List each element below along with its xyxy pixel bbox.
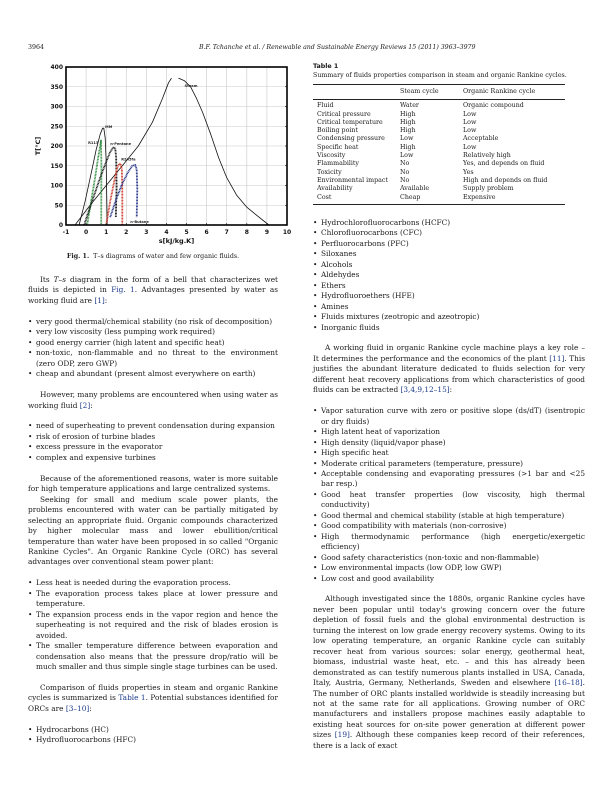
table-cell: Viscosity — [317, 152, 346, 160]
list-item: • Good thermal and chemical stability (stable at high temperature) — [313, 511, 585, 521]
paragraph-orc-intro: Seeking for small and medium scale power plants, the problems encountered with water can be partially mitigated by selecting an appropriate fluid. Organic compounds characterized by higher molecular mass and lower ebullition/critical temperature than water have been proposed in so called "Organic Rankine Cycles". An Organic Rankine Cycle (ORC) has several advantages over conventional steam power plant: — [28, 494, 278, 567]
list-item: • risk of erosion of turbine blades — [28, 432, 278, 442]
table-cell: Acceptable — [463, 135, 499, 143]
reference-link[interactable]: [1] — [94, 295, 105, 305]
table-cell: High — [400, 118, 416, 126]
list-item: • Perfluorocarbons (PFC) — [313, 239, 585, 249]
curve-label: Steam — [184, 83, 198, 88]
y-tick-label: 400 — [50, 64, 63, 71]
table-header — [313, 85, 400, 100]
y-tick-label: 350 — [50, 83, 63, 91]
table-row — [313, 111, 565, 119]
journal-citation: B.F. Tchanche et al. / Renewable and Sustainable Energy Reviews 15 (2011) 3963–3979 — [199, 44, 476, 51]
series-layer — [75, 78, 269, 225]
table-row — [313, 160, 565, 168]
y-tick-label: 200 — [50, 143, 63, 150]
list-item: • Hydrochlorofluorocarbons (HCFC) — [313, 218, 585, 228]
figure-caption — [28, 253, 278, 260]
list-item: • High density (liquid/vapor phase) — [313, 438, 585, 448]
text-run: : — [89, 703, 92, 713]
curve-label: R113 — [88, 141, 99, 146]
table-cell: Cost — [313, 194, 400, 205]
list-item: • Inorganic fluids — [313, 323, 585, 333]
reference-link[interactable]: [19] — [334, 730, 350, 740]
list-item: • Hydrocarbons (HC) — [28, 725, 278, 735]
table-cell: Critical pressure — [317, 110, 371, 118]
paragraph-water-suitability: Because of the aforementioned reasons, water is more suitable for high temperature applications and large centralized systems. — [28, 473, 278, 494]
reference-link[interactable]: [16–18] — [554, 678, 583, 688]
substances-list — [28, 725, 278, 746]
list-item: • Low environmental impacts (low ODP, low GWP) — [313, 563, 585, 573]
table-row — [313, 100, 565, 111]
table-cell: Low — [463, 118, 477, 126]
table-cell: High — [400, 143, 416, 151]
curve-label: MM — [105, 124, 113, 129]
table-header: Organic Rankine cycle — [463, 85, 565, 100]
list-item: • Low cost and good availability — [313, 574, 585, 584]
list-item: • need of superheating to prevent condensation during expansion — [28, 421, 278, 431]
table-row — [313, 135, 565, 143]
text-run: : — [90, 400, 93, 410]
y-tick-label: 250 — [50, 123, 63, 131]
list-item: • Good compatibility with materials (non-corrosive) — [313, 521, 585, 531]
list-item: • High specific heat — [313, 448, 585, 458]
x-tick-label: 9 — [264, 229, 270, 236]
list-item: • High thermodynamic performance (high energetic/exergetic efficiency) — [313, 532, 585, 553]
table-cell: Fluid — [317, 102, 334, 110]
table-cell: Specific heat — [317, 143, 359, 151]
table-title: Table 1 — [313, 63, 339, 70]
list-item: • Hydrofluoroethers (HFE) — [313, 291, 585, 301]
table-cell: No — [400, 176, 410, 184]
table-cell: Supply problem — [463, 185, 514, 193]
list-item: • The evaporation process takes place at lower pressure and temperature. — [28, 589, 278, 610]
x-tick-label: 8 — [244, 229, 249, 236]
table-cell: Low — [400, 152, 414, 160]
y-tick-label: 300 — [50, 103, 63, 111]
right-column — [313, 218, 585, 751]
table-cell: Yes, and depends on fluid — [463, 160, 545, 168]
list-item: • High latent heat of vaporization — [313, 427, 585, 437]
series-n-pentane — [84, 148, 117, 225]
table-cell: Relatively high — [463, 152, 511, 160]
table-cell: Yes — [463, 168, 474, 176]
reference-link[interactable]: [3,4,9,12–15] — [400, 385, 450, 395]
table-row — [313, 194, 565, 205]
table-cell: Water — [400, 102, 419, 110]
list-item: • Good heat transfer properties (low viscosity, high thermal conductivity) — [313, 490, 585, 511]
orc-advantages-list — [28, 578, 278, 672]
text-run: . Although these companies keep record of their references, there is a lack of exact — [313, 730, 585, 750]
text-run: Its — [40, 275, 54, 284]
water-advantages-list — [28, 317, 278, 380]
table-cell: No — [400, 168, 410, 176]
paragraph-working-fluid — [313, 343, 585, 395]
text-run: Although investigated since the 1880s, organic Rankine cycles have never been popular until today's growing concern over the future depletion of fossil fuels and the global environmental destruction is turning the interest on low grade energy recovery systems. Owing to its low operating temperature, an organic Rankine cycle can suitably recover heat from various sources: solar energy, geothermal heat, biomass, industrial waste heat, etc. – and this has already been demonstrated as can testify numerous plants installed in USA, Canada, Italy, Austria, Germany, Netherlands, Sweden and elsewhere — [313, 594, 585, 688]
list-item: • Chlorofluorocarbons (CFC) — [313, 228, 585, 238]
text-run: . Potential substances identified for ORCs are — [28, 693, 278, 713]
reference-link[interactable]: [3–10] — [65, 703, 90, 713]
table-row — [313, 119, 565, 127]
paragraph-water-problems — [28, 390, 278, 411]
text-run: diagram in the form of a bell that characterizes wet fluids is depicted in — [28, 275, 278, 295]
y-axis-label: T[°C] — [34, 136, 42, 156]
ts-diagram-chart — [24, 60, 294, 250]
x-tick-label: 0 — [83, 229, 89, 236]
y-tick-label: 50 — [54, 202, 63, 210]
page-number: 3964 — [28, 44, 45, 51]
reference-link[interactable]: [11] — [549, 353, 565, 363]
grid-lines — [66, 67, 287, 225]
table-cell: Condensing pressure — [317, 135, 385, 143]
series-steam — [75, 78, 269, 225]
list-item: • complex and expensive turbines — [28, 453, 278, 463]
list-item: • Ethers — [313, 281, 585, 291]
table-header: Steam cycle — [400, 85, 463, 100]
table-cell: Low — [463, 143, 477, 151]
figure-caption-text: T–s diagrams of water and few organic fluids. — [93, 253, 240, 260]
series-n-butane — [110, 165, 137, 217]
table-row — [313, 185, 565, 193]
text-run: . This justifies the abundant literature dedicated to fluids selection for very different heat recovery applications from which characteristics of good fluids can be extracted — [313, 353, 585, 395]
table-link[interactable]: Table 1 — [118, 693, 146, 703]
list-item: • Acceptable condensing and evaporating pressures (>1 bar and <25 bar resp.) — [313, 469, 585, 490]
list-item: • Siloxanes — [313, 249, 585, 259]
substances-list-continued — [313, 218, 585, 333]
text-run: : — [104, 295, 108, 305]
table-cell: Expensive — [463, 194, 565, 205]
text-run: Comparison of fluids properties in steam and organic Rankine cycles is summarized is — [28, 682, 278, 703]
figure-caption-label: Fig. 1. — [66, 253, 90, 260]
series-r245fa — [106, 164, 122, 225]
x-tick-label: 3 — [144, 229, 149, 236]
x-tick-label: 2 — [124, 229, 129, 236]
paragraph-orc-history — [313, 594, 585, 751]
list-item: • Moderate critical parameters (temperature, pressure) — [313, 459, 585, 469]
table-row — [313, 144, 565, 152]
x-tick-label: 10 — [282, 229, 292, 236]
table-cell: Boiling point — [317, 127, 358, 135]
table-row — [313, 127, 565, 135]
list-item: • Fluids mixtures (zeotropic and azeotropic) — [313, 312, 585, 322]
table-cell: Availability — [317, 185, 353, 193]
table-cell: Flammability — [317, 160, 359, 168]
list-item: • Amines — [313, 302, 585, 312]
list-item: • good energy carrier (high latent and specific heat) — [28, 338, 278, 348]
reference-link[interactable]: [2] — [79, 400, 91, 410]
list-item: • Good safety characteristics (non-toxic and non-flammable) — [313, 553, 585, 563]
left-column — [28, 275, 278, 746]
table-cell: Organic compound — [463, 102, 524, 110]
table-cell: Environmental impact — [317, 176, 388, 184]
list-item: • The expansion process ends in the vapor region and hence the superheating is not required and the risk of blades erosion is avoided. — [28, 610, 278, 641]
y-tick-label: 0 — [58, 222, 63, 229]
curve-label: R245fa — [121, 157, 136, 162]
text-run: . Advantages presented by water as working fluid are — [28, 285, 278, 305]
curve-label: n-Pentane — [110, 141, 132, 146]
x-tick-label: 4 — [164, 229, 169, 236]
paragraph-comparison — [28, 683, 278, 714]
text-run: . The number of ORC plants installed worldwide is steadily increasing but not at the same rate for all applications. Growing number of ORC manufacturers and installers propose machines easily adaptable to existing heat sources for on-site power generation at different power sizes — [313, 678, 585, 740]
table-cell: No — [400, 160, 410, 168]
table-cell: Available — [400, 185, 430, 193]
table-cell: Toxicity — [317, 168, 342, 176]
table-cell: Critical temperature — [317, 118, 383, 126]
table-row — [313, 169, 565, 177]
y-tick-label: 150 — [50, 162, 63, 170]
table-cell: High — [400, 127, 416, 135]
text-run: : — [449, 385, 453, 395]
x-tick-label: 6 — [204, 229, 209, 236]
table-caption: Summary of fluids properties comparison in steam and organic Rankine cycles. — [313, 72, 567, 79]
curve-annotations — [88, 84, 198, 224]
x-tick-label: 7 — [224, 229, 229, 236]
list-item: • Hydrofluorocarbons (HFC) — [28, 735, 278, 745]
list-item: • cheap and abundant (present almost everywhere on earth) — [28, 369, 278, 379]
table-cell: Low — [463, 127, 477, 135]
table-cell: Cheap — [400, 194, 463, 205]
list-item: • non-toxic, non-flammable and no threat to the environment (zero ODP, zero GWP) — [28, 348, 278, 369]
properties-table — [313, 84, 565, 205]
list-item: • Vapor saturation curve with zero or positive slope (ds/dT) (isentropic or dry fluids) — [313, 406, 585, 427]
text-run: A working fluid in organic Rankine cycle machine plays a key role – It determines the performance and the economics of the plant — [313, 343, 585, 363]
table-cell: High — [400, 110, 416, 118]
x-tick-label: 1 — [104, 229, 109, 236]
list-item: • very low viscosity (less pumping work required) — [28, 327, 278, 337]
figure-link[interactable]: Fig. 1 — [111, 285, 135, 295]
list-item: • very good thermal/chemical stability (no risk of decomposition) — [28, 317, 278, 327]
table-cell: High and depends on fluid — [463, 176, 548, 184]
water-problems-list — [28, 421, 278, 463]
x-tick-label: -1 — [62, 229, 70, 236]
curve-label: n-Butane — [130, 220, 149, 225]
y-tick-label: 100 — [50, 182, 63, 190]
x-axis-label: s[kJ/kg.K] — [158, 237, 195, 245]
text-run-italic: T–s — [53, 275, 66, 284]
table-cell: Low — [400, 135, 414, 143]
list-item: • Less heat is needed during the evaporation process. — [28, 578, 278, 588]
table-row — [313, 177, 565, 185]
table-header-row — [313, 85, 565, 100]
table-row — [313, 152, 565, 160]
paragraph-water-intro — [28, 275, 278, 306]
good-fluid-characteristics-list — [313, 406, 585, 584]
list-item: • excess pressure in the evaporator — [28, 442, 278, 452]
x-tick-label: 5 — [184, 229, 189, 236]
list-item: • Aldehydes — [313, 270, 585, 280]
list-item: • The smaller temperature difference between evaporation and condensation also means that the pressure drop/ratio will be much smaller and thus simple single stage turbines can be used. — [28, 641, 278, 672]
table-cell: Low — [463, 110, 477, 118]
text-run: However, many problems are encountered when using water as working fluid — [28, 390, 278, 410]
list-item: • Alcohols — [313, 260, 585, 270]
